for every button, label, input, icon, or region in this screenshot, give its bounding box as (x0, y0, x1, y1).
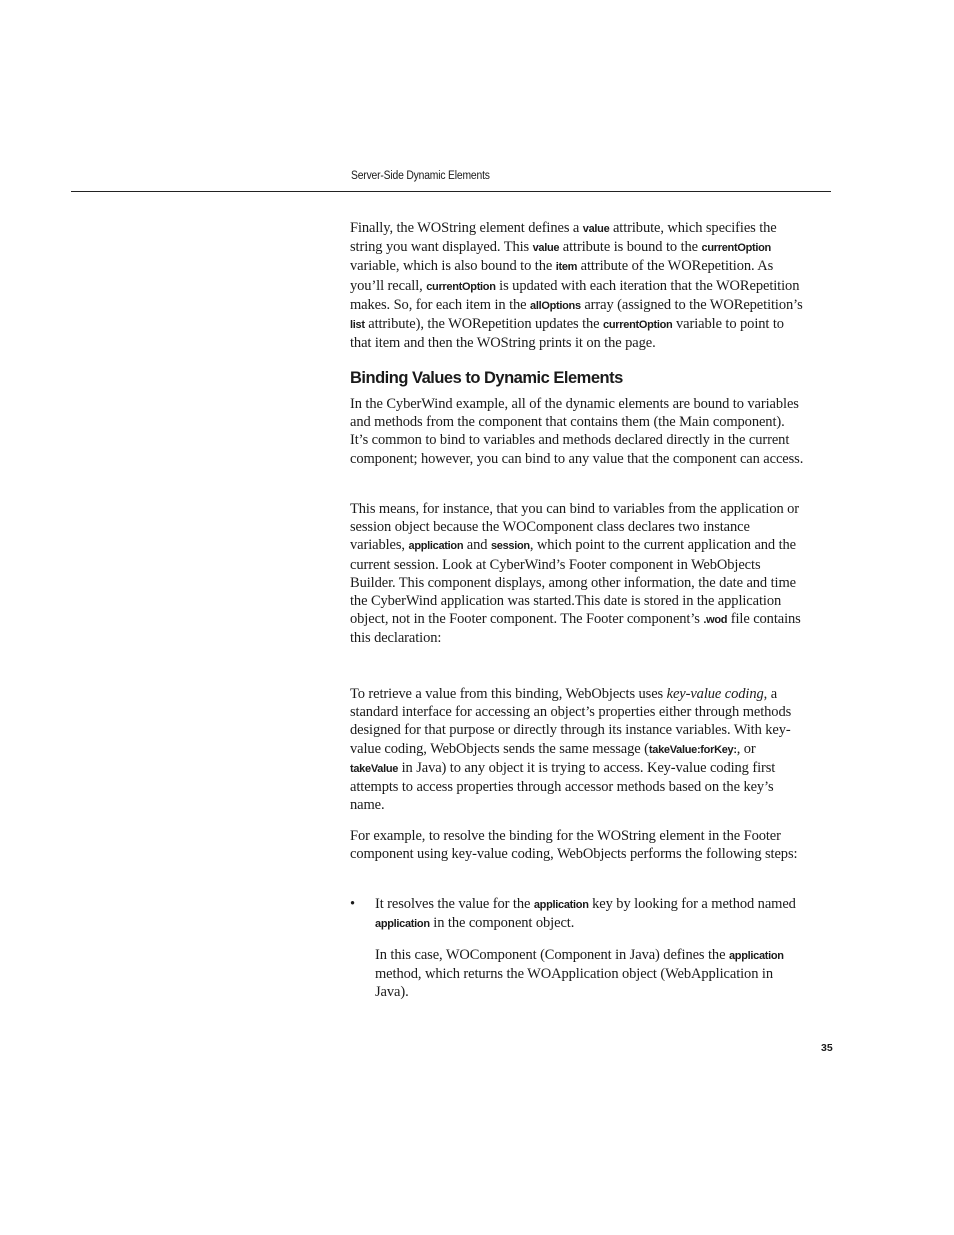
code-term: .wod (703, 614, 728, 627)
paragraph-wostring-value: Finally, the WOString element defines a value attribute, which specifies the string you want displayed. This value attribute is bound to the currentOption variable, which is also bound to the item attribute of the WORepetition. As you’ll recall, currentOption is updated with each iteration that the WORepetition makes. So, for each item in the allOptions array (assigned to the WORepetition’s list attribute), the WORepetition updates the currentOption variable to point to that item and then the WOString prints it on the page. (350, 220, 803, 352)
code-term: takeValue (350, 762, 399, 775)
bullet-followup-paragraph: In this case, WOComponent (Component in Java) defines the application method, which returns the WOApplication object (WebApplication in Java). (375, 947, 784, 1001)
header-rule (71, 191, 831, 192)
code-term: list (350, 319, 365, 332)
bullet-marker: • (350, 896, 356, 912)
emphasis-term: key-value coding (666, 686, 764, 702)
code-term: allOptions (530, 299, 581, 312)
section-heading: Binding Values to Dynamic Elements (350, 369, 623, 387)
code-term: application (408, 540, 464, 553)
code-term: currentOption (426, 280, 496, 293)
code-term: application (533, 899, 589, 911)
code-term: session (490, 540, 530, 553)
code-term: item (555, 261, 578, 274)
code-term: currentOption (603, 319, 673, 332)
code-term: value (582, 223, 610, 235)
page-number: 35 (821, 1042, 833, 1054)
code-term: application (728, 950, 784, 962)
code-term: application (375, 918, 430, 931)
paragraph-example-steps: For example, to resolve the binding for the WOString element in the Footer component using key-value coding, WebObjects performs the following steps: (350, 828, 798, 863)
running-head: Server-Side Dynamic Elements (351, 170, 490, 182)
code-term: currentOption (701, 242, 771, 255)
paragraph-application-session: This means, for instance, that you can bind to variables from the application or session object because the WOComponent class declares two instance variables, application and session, which point to the current application and the current session. Look at CyberWind’s Footer component in WebObjects Builder. This component displays, among other information, the date and time the CyberWind application was started.This date is stored in the application object, not in the Footer component. The Footer component’s .wod file contains this declaration: (350, 501, 801, 647)
paragraph-key-value-coding: To retrieve a value from this binding, WebObjects uses key-value coding, a standard interface for accessing an object’s properties either through methods designed for that purpose or directly through its instance variables. With key-value coding, WebObjects sends the same message (takeValue:forKey:, or takeValue in Java) to any object it is trying to access. Key-value coding first attempts to access properties through accessor methods based on the key’s name. (350, 686, 792, 814)
code-term: takeValue:forKey: (648, 743, 737, 756)
bullet-item-resolve: It resolves the value for the application key by looking for a method named application in the component object. (375, 896, 796, 932)
code-term: value (532, 242, 560, 255)
paragraph-cyberwind-bindings: In the CyberWind example, all of the dynamic elements are bound to variables and methods from the component that contains them (the Main component). It’s common to bind to variables and methods declared directly in the current component; however, you can bind to any value that the component can access. (350, 396, 804, 467)
